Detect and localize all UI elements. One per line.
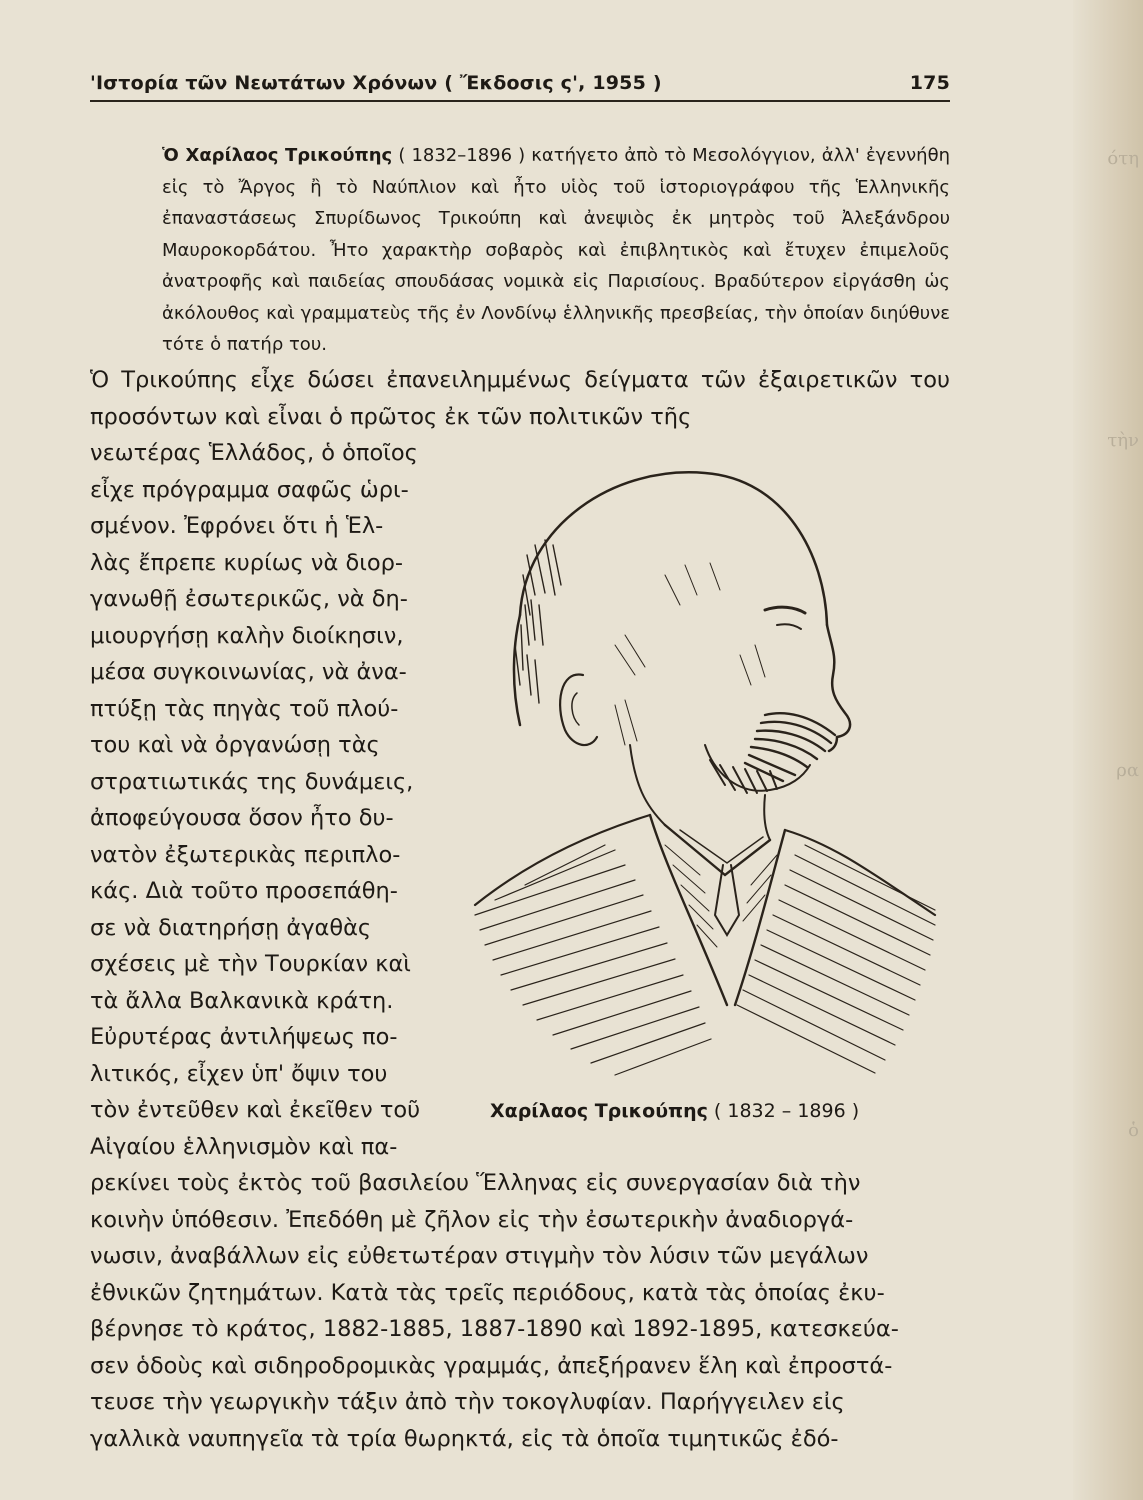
- full-line: κοινὴν ὑπόθεσιν. Ἐπεδόθη μὲ ζῆλον εἰς τὴν ἐσωτερικὴν ἀναδιοργά-: [90, 1206, 854, 1233]
- caption-dates: ( 1832 – 1896 ): [707, 1100, 860, 1122]
- intro-name: Ὁ Χαρίλαος Τρικούπης: [162, 145, 393, 166]
- full-line: νωσιν, ἀναβάλλων εἰς εὐθετωτέραν στιγμὴν τὸν λύσιν τῶν μεγάλων: [90, 1243, 869, 1269]
- portrait-engraving: [465, 445, 945, 1095]
- full-line: ρεκίνει τοὺς ἐκτὸς τοῦ βασιλείου Ἕλληνας εἰς συνεργασίαν διὰ τὴν: [90, 1170, 861, 1196]
- intro-paragraph: [162, 140, 950, 361]
- narrow-line: του καὶ νὰ ὀργανώσῃ τὰς: [90, 732, 380, 758]
- narrow-line: λὰς ἔπρεπε κυρίως νὰ διορ-: [90, 549, 403, 576]
- narrow-line: στρατιωτικάς της δυνάμεις,: [90, 768, 414, 795]
- full-line: γαλλικὰ ναυπηγεῖα τὰ τρία θωρηκτά, εἰς τὰ ὁποῖα τιμητικῶς ἐδό-: [90, 1425, 839, 1452]
- narrow-line: Αἰγαίου ἑλληνισμὸν καὶ πα-: [90, 1133, 398, 1160]
- narrow-line: μέσα συγκοινωνίας, νὰ ἀνα-: [90, 659, 407, 685]
- caption-name: Χαρίλαος Τρικούπης: [490, 1100, 708, 1122]
- running-head: [90, 72, 950, 102]
- narrow-line: σμένον. Ἐφρόνει ὅτι ἡ Ἑλ-: [90, 513, 384, 539]
- narrow-line: Εὐρυτέρας ἀντιλήψεως πο-: [90, 1024, 398, 1050]
- narrow-line: νεωτέρας Ἑλλάδος, ὁ ὁποῖος: [90, 440, 418, 466]
- narrow-line: τὸν ἐντεῦθεν καὶ ἐκεῖθεν τοῦ: [90, 1097, 421, 1123]
- narrow-line: γανωθῇ ἐσωτερικῶς, νὰ δη-: [90, 586, 408, 612]
- full-line: ἐθνικῶν ζητημάτων. Κατὰ τὰς τρεῖς περιόδους, κατὰ τὰς ὁποίας ἐκυ-: [90, 1279, 885, 1306]
- full-line: σεν ὁδοὺς καὶ σιδηροδρομικὰς γραμμάς, ἀπεξήρανεν ἕλη καὶ ἐπροστά-: [90, 1352, 893, 1379]
- narrow-line: νατὸν ἐξωτερικὰς περιπλο-: [90, 841, 401, 868]
- book-title: 'Ιστορία τῶν Νεωτάτων Χρόνων ( Ἔκδοσις ς', 1955 ): [90, 72, 662, 94]
- full-line: τευσε τὴν γεωργικὴν τάξιν ἀπὸ τὴν τοκογλυφίαν. Παρήγγειλεν εἰς: [90, 1389, 845, 1415]
- narrow-line: λιτικός, εἶχεν ὑπ' ὄψιν του: [90, 1060, 388, 1087]
- body-paragraph-start: Ὁ Τρικούπης εἶχε δώσει ἐπανειλημμένως δείγματα τῶν ἐξαιρετικῶν του προσόντων καὶ εἶναι ὁ πρῶτος ἐκ τῶν πολιτικῶν τῆς: [90, 367, 950, 430]
- narrow-line: εἶχε πρόγραμμα σαφῶς ὡρι-: [90, 476, 409, 503]
- portrait-caption: [490, 1100, 920, 1122]
- narrow-line: τὰ ἄλλα Βαλκανικὰ κράτη.: [90, 987, 394, 1014]
- narrow-line: σχέσεις μὲ τὴν Τουρκίαν καὶ: [90, 951, 411, 977]
- full-line: βέρνησε τὸ κράτος, 1882-1885, 1887-1890 καὶ 1892-1895, κατεσκεύα-: [90, 1316, 899, 1342]
- facing-page-bleed: ότη τὴν ρα ὁ: [1073, 0, 1143, 1500]
- narrow-line: κάς. Διὰ τοῦτο προσεπάθη-: [90, 878, 398, 904]
- narrow-line: σε νὰ διατηρήσῃ ἀγαθὰς: [90, 914, 372, 941]
- narrow-line: ἀποφεύγουσα ὅσον ἦτο δυ-: [90, 805, 394, 831]
- intro-text: ( 1832–1896 ) κατήγετο ἀπὸ τὸ Μεσολόγγιον, ἀλλ' ἐγεννήθη εἰς τὸ Ἄργος ἢ τὸ Ναύπλιον καὶ ἦτο υἱὸς τοῦ ἱστοριογράφου τῆς Ἑλληνικῆς ἐπαναστάσεως Σπυρίδωνος Τρικούπη καὶ ἀνεψιὸς ἐκ μητρὸς τοῦ Ἀλεξάνδρου Μαυροκορδάτου. Ἦτο χαρακτὴρ σοβαρὸς καὶ ἐπιβλητικὸς καὶ ἔτυχεν ἐπιμελοῦς ἀνατροφῆς καὶ παιδείας σπουδάσας νομικὰ εἰς Παρισίους. Βραδύτερον εἰργάσθη ὡς ἀκόλουθος καὶ γραμματεὺς τῆς ἐν Λονδίνῳ ἑλληνικῆς πρεσβείας, τὴν ὁποίαν διηύθυνε τότε ὁ πατήρ του.: [162, 145, 950, 355]
- page-number: 175: [909, 72, 950, 94]
- narrow-line: πτύξῃ τὰς πηγὰς τοῦ πλού-: [90, 695, 399, 722]
- narrow-line: μιουργήσῃ καλὴν διοίκησιν,: [90, 622, 404, 649]
